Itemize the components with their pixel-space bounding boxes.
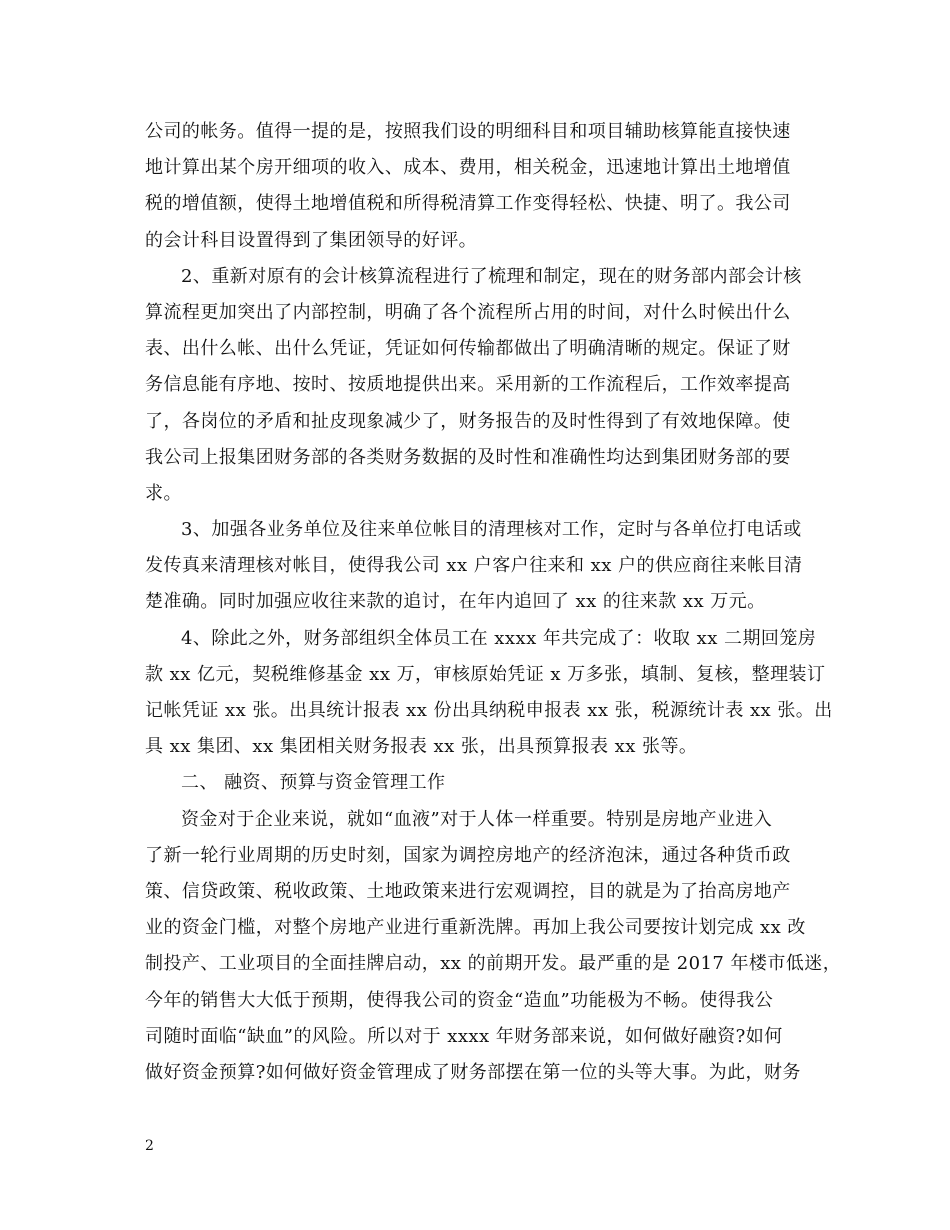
text-line: 算流程更加突出了内部控制，明确了各个流程所占用的时间，对什么时候出什么 [145, 301, 791, 323]
text-line: 今年的销售大大低于预期，使得我公司的资金“造血”功能极为不畅。使得我公 [145, 989, 774, 1011]
text-line: 记帐凭证 xx 张。出具统计报表 xx 份出具纳税申报表 xx 张，税源统计表 xx 张。出 [145, 700, 833, 721]
text-line: 二、 融资、预算与资金管理工作 [181, 772, 446, 794]
text-line: 具 xx 集团、xx 集团相关财务报表 xx 张，出具预算报表 xx 张等。 [145, 736, 698, 758]
page-number: 2 [145, 1138, 154, 1154]
text-line: 的会计科目设置得到了集团领导的好评。 [145, 229, 478, 251]
text-line: 业的资金门槛，对整个房地产业进行重新洗牌。再加上我公司要按计划完成 xx 改 [145, 917, 806, 939]
text-line: 3、加强各业务单位及往来单位帐目的清理核对工作，定时与各单位打电话或 [181, 519, 802, 541]
text-line: 策、信贷政策、税收政策、土地政策来进行宏观调控，目的就是为了抬高房地产 [145, 880, 791, 902]
text-line: 做好资金预算?如何做好资金管理成了财务部摆在第一位的头等大事。为此，财务 [145, 1061, 801, 1083]
document-body [145, 114, 842, 1091]
text-line: 务信息能有序地、按时、按质地提供出来。采用新的工作流程后，工作效率提高 [145, 374, 791, 396]
text-line: 制投产、工业项目的全面挂牌启动，xx 的前期开发。最严重的是 2017 年楼市低迷， [145, 953, 842, 975]
text-line: 地计算出某个房开细项的收入、成本、费用，相关税金，迅速地计算出土地增值 [145, 157, 791, 179]
text-line: 资金对于企业来说，就如“血液”对于人体一样重要。特别是房地产业进入 [181, 808, 773, 830]
text-line: 公司的帐务。值得一提的是，按照我们设的明细科目和项目辅助核算能直接快速 [145, 121, 791, 142]
text-line: 了，各岗位的矛盾和扯皮现象减少了，财务报告的及时性得到了有效地保障。使 [145, 410, 791, 432]
text-line: 楚准确。同时加强应收往来款的追讨，在年内追回了 xx 的往来款 xx 万元。 [145, 591, 766, 613]
text-line: 税的增值额，使得土地增值税和所得税清算工作变得轻松、快捷、明了。我公司 [145, 193, 791, 215]
text-line: 款 xx 亿元，契税维修基金 xx 万，审核原始凭证 x 万多张，填制、复核，整理装订 [145, 663, 826, 685]
text-line: 2、重新对原有的会计核算流程进行了梳理和制定，现在的财务部内部会计核 [181, 265, 802, 287]
text-line: 表、出什么帐、出什么凭证，凭证如何传输都做出了明确清晰的规定。保证了财 [145, 338, 791, 360]
text-line: 了新一轮行业周期的历史时刻，国家为调控房地产的经济泡沫，通过各种货币政 [145, 844, 791, 866]
text-line: 发传真来清理核对帐目，使得我公司 xx 户客户往来和 xx 户的供应商往来帐目清 [145, 555, 803, 577]
text-line: 我公司上报集团财务部的各类财务数据的及时性和准确性均达到集团财务部的要 [145, 446, 791, 468]
text-line: 4、除此之外，财务部组织全体员工在 xxxx 年共完成了：收取 xx 二期回笼房 [181, 627, 817, 649]
text-line: 求。 [145, 482, 182, 504]
text-line: 司随时面临“缺血”的风险。所以对于 xxxx 年财务部来说，如何做好融资?如何 [145, 1025, 783, 1047]
